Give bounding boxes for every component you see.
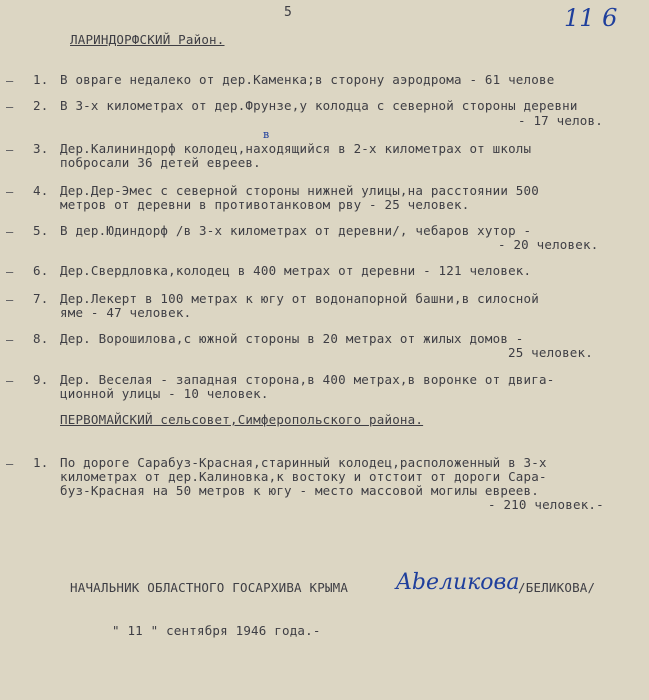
item-text-line: - 210 человек.-	[488, 497, 604, 512]
page-number: 5	[284, 5, 293, 20]
item-text-line: В дер.Юдиндорф /в 3-х километрах от деревни/, чебаров хутор -	[60, 223, 532, 238]
signatory-name: /БЕЛИКОВА/	[518, 580, 596, 595]
section-heading-larindorf: ЛАРИНДОРФСКИЙ Район.	[70, 32, 225, 47]
item-text-line: Дер.Калининдорф колодец,находящийся в 2-х километрах от школы	[60, 141, 532, 156]
item-number: 1.	[33, 455, 49, 470]
item-number: 3.	[33, 141, 49, 156]
item-text-line: ционной улицы - 10 человек.	[60, 386, 269, 401]
item-number: 1.	[33, 72, 49, 87]
item-number: 8.	[33, 331, 49, 346]
item-number: 9.	[33, 372, 49, 387]
item-number: 6.	[33, 263, 49, 278]
item-number: 5.	[33, 223, 49, 238]
item-text-line: 25 человек.	[508, 345, 593, 360]
margin-dash: –	[6, 74, 14, 88]
item-number: 2.	[33, 98, 49, 113]
item-number: 4.	[33, 183, 49, 198]
margin-dash: –	[6, 185, 14, 199]
item-text-line: Дер.Лекерт в 100 метрах к югу от водонапорной башни,в силосной	[60, 291, 539, 306]
item-text-line: По дороге Сарабуз-Красная,старинный колодец,расположенный в 3-х	[60, 455, 547, 470]
item-text-line: буз-Красная на 50 метров к югу - место массовой могилы евреев.	[60, 483, 539, 498]
item-text-line: - 17 челов.	[518, 113, 603, 128]
item-text-line: В овраге недалеко от дер.Каменка;в сторону аэродрома - 61 челове	[60, 72, 555, 87]
handwritten-page-mark: 11 6	[564, 4, 618, 32]
item-text-line: метров от деревни в противотанковом рву - 25 человек.	[60, 197, 470, 212]
item-text-line: побросали 36 детей евреев.	[60, 155, 261, 170]
section-heading-pervomaisky: ПЕРВОМАЙСКИЙ сельсовет,Симферопольского района.	[60, 412, 424, 427]
margin-dash: –	[6, 265, 14, 279]
item-text-line: Дер. Веселая - западная сторона,в 400 метрах,в воронке от двига-	[60, 372, 555, 387]
margin-dash: –	[6, 100, 14, 114]
item-text-line: Дер.Свердловка,колодец в 400 метрах от деревни - 121 человек.	[60, 263, 532, 278]
signature-title: НАЧАЛЬНИК ОБЛАСТНОГО ГОСАРХИВА КРЫМА	[70, 580, 349, 595]
handwritten-signature: Abeликова	[396, 570, 520, 595]
item-text-line: Дер. Ворошилова,с южной стороны в 20 метрах от жилых домов -	[60, 331, 524, 346]
item-text-line: Дер.Дер-Эмес с северной стороны нижней улицы,на расстоянии 500	[60, 183, 539, 198]
margin-dash: –	[6, 333, 14, 347]
item-text-line: километрах от дер.Калиновка,к востоку и отстоит от дороги Сара-	[60, 469, 547, 484]
margin-dash: –	[6, 374, 14, 388]
item-text-line: В 3-х километрах от дер.Фрунзе,у колодца с северной стороны деревни	[60, 98, 578, 113]
item-text-line: - 20 человек.	[498, 237, 599, 252]
margin-dash: –	[6, 457, 14, 471]
item-text-line: яме - 47 человек.	[60, 305, 192, 320]
item-number: 7.	[33, 291, 49, 306]
handwritten-insert: в	[263, 128, 270, 141]
margin-dash: –	[6, 225, 14, 239]
margin-dash: –	[6, 143, 14, 157]
date-line: " 11 " сентября 1946 года.-	[112, 623, 321, 638]
margin-dash: –	[6, 293, 14, 307]
